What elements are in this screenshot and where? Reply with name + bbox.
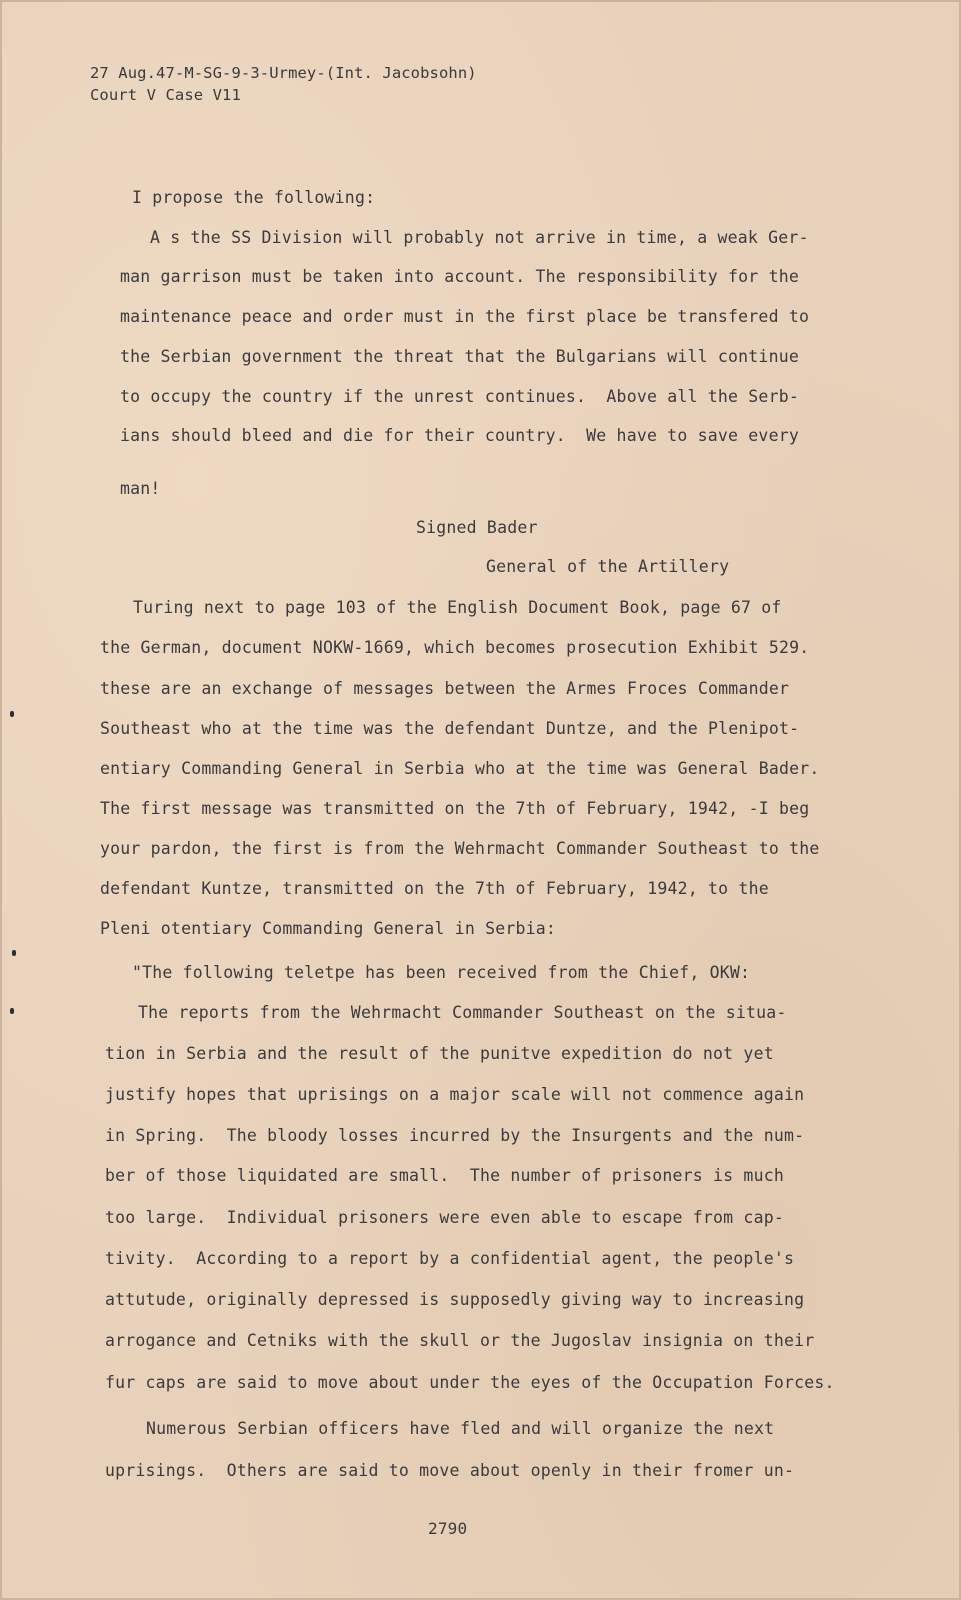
text-line: tivity. According to a report by a confidential agent, the people's: [105, 1249, 795, 1268]
court-case-line: Court V Case V11: [90, 86, 241, 104]
quote-intro: "The following teletpe has been received from the Chief, OKW:: [132, 963, 751, 982]
text-line: Southeast who at the time was the defendant Duntze, and the Plenipot-: [100, 719, 800, 738]
text-line: the Serbian government the threat that the Bulgarians will continue: [120, 347, 799, 366]
text-line: ber of those liquidated are small. The number of prisoners is much: [105, 1166, 784, 1185]
signature-title: General of the Artillery: [486, 557, 730, 576]
text-line: arrogance and Cetniks with the skull or the Jugoslav insignia on their: [105, 1331, 815, 1350]
text-line: your pardon, the first is from the Wehrmacht Commander Southeast to the: [100, 839, 820, 858]
text-line: in Spring. The bloody losses incurred by the Insurgents and the num-: [105, 1126, 805, 1145]
text-line: defendant Kuntze, transmitted on the 7th of February, 1942, to the: [100, 879, 769, 898]
text-line: tion in Serbia and the result of the punitve expedition do not yet: [105, 1044, 774, 1063]
signature-name: Signed Bader: [416, 518, 538, 537]
text-line: these are an exchange of messages between the Armes Froces Commander: [100, 679, 790, 698]
text-line: The first message was transmitted on the 7th of February, 1942, -I beg: [100, 799, 810, 818]
text-line: the German, document NOKW-1669, which becomes prosecution Exhibit 529.: [100, 638, 810, 657]
text-line: entiary Commanding General in Serbia who at the time was General Bader.: [100, 759, 820, 778]
text-line: A s the SS Division will probably not arrive in time, a weak Ger-: [150, 228, 809, 247]
text-line: attutude, originally depressed is supposedly giving way to increasing: [105, 1290, 805, 1309]
text-line: Turing next to page 103 of the English Document Book, page 67 of: [133, 598, 782, 617]
ink-speck: [10, 711, 14, 717]
text-line: man garrison must be taken into account. The responsibility for the: [120, 267, 799, 286]
ink-speck: [12, 950, 16, 956]
text-line: uprisings. Others are said to move about openly in their fromer un-: [105, 1461, 795, 1480]
text-line: maintenance peace and order must in the first place be transfered to: [120, 307, 810, 326]
text-line: Pleni otentiary Commanding General in Serbia:: [100, 919, 557, 938]
text-line: too large. Individual prisoners were even able to escape from cap-: [105, 1208, 784, 1227]
text-line: The reports from the Wehrmacht Commander Southeast on the situa-: [138, 1003, 787, 1022]
text-line: man!: [120, 479, 161, 498]
text-line: to occupy the country if the unrest continues. Above all the Serb-: [120, 387, 799, 406]
text-line: fur caps are said to move about under the eyes of the Occupation Forces.: [105, 1373, 835, 1392]
ink-speck: [10, 1008, 14, 1014]
document-reference: 27 Aug.47-M-SG-9-3-Urmey-(Int. Jacobsohn): [90, 64, 477, 82]
text-line: ians should bleed and die for their country. We have to save every: [120, 426, 799, 445]
text-line: I propose the following:: [132, 188, 376, 207]
text-line: justify hopes that uprisings on a major scale will not commence again: [105, 1085, 805, 1104]
text-line: Numerous Serbian officers have fled and will organize the next: [146, 1419, 775, 1438]
page-number: 2790: [428, 1519, 468, 1538]
